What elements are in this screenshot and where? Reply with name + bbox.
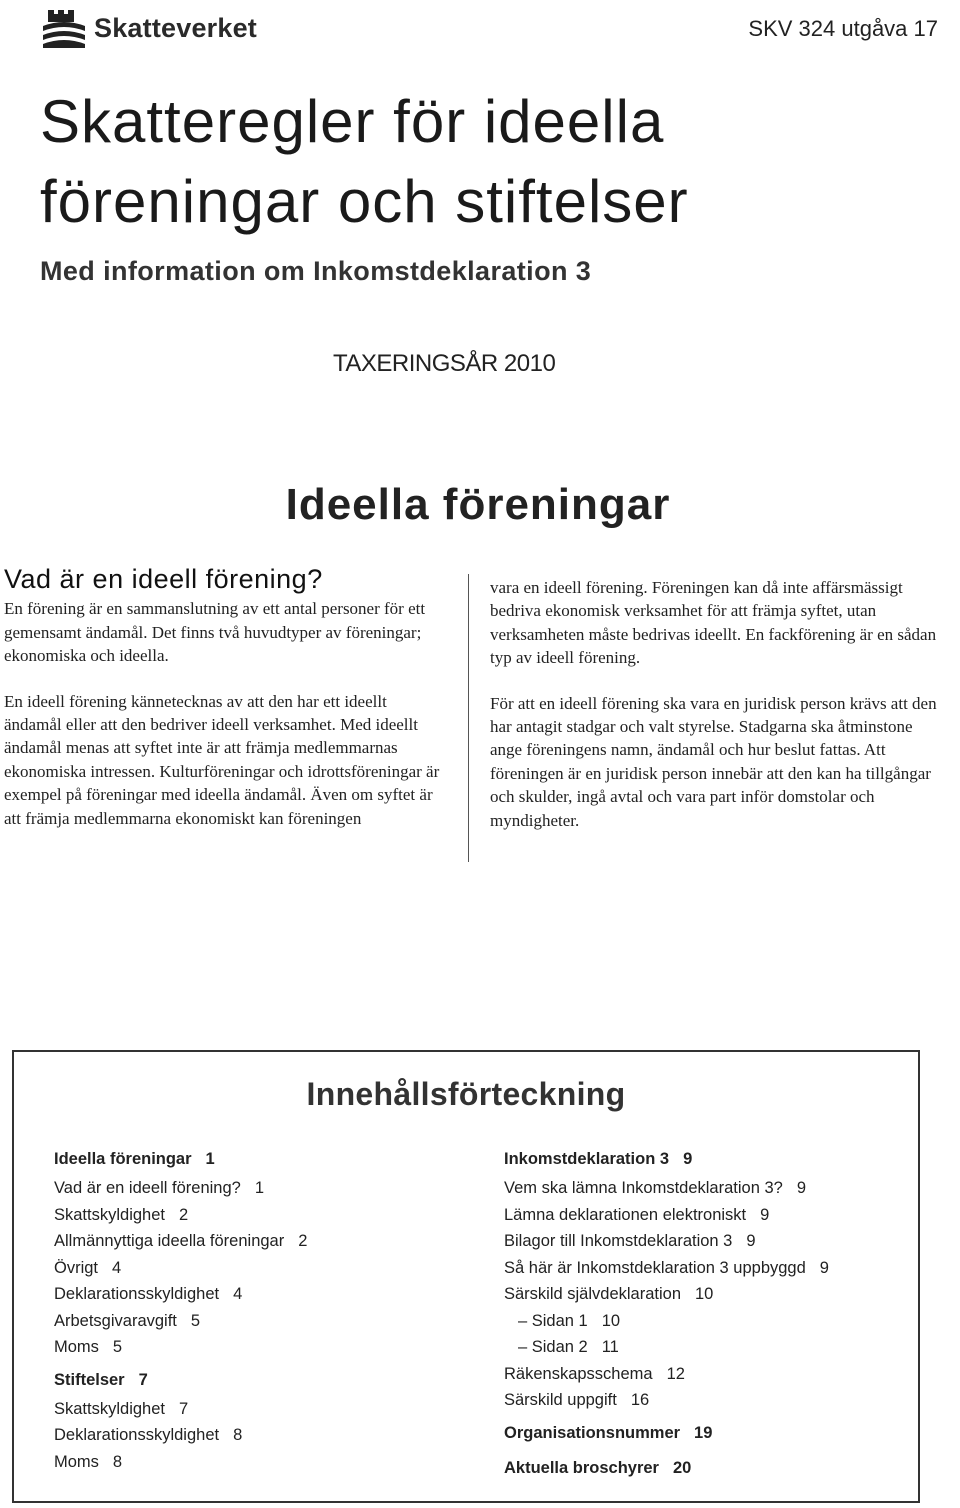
toc-entry-page: 2 xyxy=(298,1232,308,1250)
toc-entry-page: 1 xyxy=(254,1179,265,1197)
toc-entry-label: Vem ska lämna Inkomstdeklaration 3? xyxy=(504,1179,783,1197)
toc-entry-page: 4 xyxy=(112,1258,122,1277)
toc-entry-label: Räkenskapsschema xyxy=(504,1364,653,1383)
section-heading xyxy=(0,480,960,530)
toc-entry[interactable] xyxy=(54,1449,307,1476)
toc-entry-label: Organisationsnummer xyxy=(504,1423,681,1442)
toc-entry[interactable] xyxy=(504,1387,829,1414)
skatteverket-logo-icon xyxy=(40,8,88,48)
toc-entry[interactable] xyxy=(54,1422,307,1449)
toc-entry[interactable] xyxy=(504,1202,829,1229)
toc-entry-page: 5 xyxy=(190,1311,201,1330)
column-divider xyxy=(468,574,469,862)
toc-entry-page: 9 xyxy=(746,1232,756,1250)
toc-entry[interactable] xyxy=(504,1418,829,1449)
toc-entry-page: 20 xyxy=(672,1458,692,1477)
question-heading: Vad är en ideell förening? xyxy=(4,564,323,594)
toc-entry-label: Moms xyxy=(54,1452,99,1471)
toc-entry-page: 8 xyxy=(112,1452,123,1471)
brand-name: Skatteverket xyxy=(94,12,258,43)
toc-entry[interactable] xyxy=(54,1228,307,1255)
toc-entry[interactable] xyxy=(54,1365,307,1396)
toc-left-column xyxy=(54,1144,307,1475)
toc-entry[interactable] xyxy=(504,1144,829,1175)
toc-entry[interactable] xyxy=(504,1255,829,1282)
toc-entry[interactable] xyxy=(54,1144,307,1175)
toc-entry[interactable] xyxy=(54,1202,307,1229)
toc-entry[interactable] xyxy=(504,1361,829,1388)
toc-entry-label: Aktuella broschyrer xyxy=(504,1458,659,1477)
toc-entry-page: 8 xyxy=(233,1426,243,1444)
toc-entry-page: 7 xyxy=(138,1370,148,1389)
toc-entry-label: Arbetsgivaravgift xyxy=(54,1311,177,1330)
tax-year: TAXERINGSÅR 2010 xyxy=(333,350,556,377)
toc-entry[interactable] xyxy=(504,1281,829,1308)
toc-entry-label: Så här är Inkomstdeklaration 3 uppbyggd xyxy=(504,1258,806,1277)
toc-entry-label: Skattskyldighet xyxy=(54,1205,165,1224)
document-code: SKV 324 utgåva 17 xyxy=(748,16,938,41)
toc-entry[interactable] xyxy=(504,1334,829,1361)
toc-title: Innehållsförteckning xyxy=(306,1076,626,1112)
toc-entry[interactable] xyxy=(54,1396,307,1423)
toc-entry-label: Allmännyttiga ideella föreningar xyxy=(54,1232,285,1250)
toc-entry[interactable] xyxy=(504,1175,829,1202)
toc-entry-page: 1 xyxy=(205,1150,215,1168)
toc-entry[interactable] xyxy=(54,1255,307,1282)
toc-entry-page: 19 xyxy=(694,1423,713,1442)
toc-entry-page: 9 xyxy=(796,1179,806,1197)
toc-entry-page: 10 xyxy=(695,1285,714,1303)
toc-entry[interactable] xyxy=(504,1308,829,1335)
toc-entry-label: Lämna deklarationen elektroniskt xyxy=(504,1205,747,1224)
document-title-line-2: föreningar och stiftelser xyxy=(40,168,689,235)
toc-entry-page: 9 xyxy=(819,1258,829,1277)
toc-entry-page: 11 xyxy=(601,1338,619,1356)
toc-entry[interactable] xyxy=(504,1228,829,1255)
brand-logo xyxy=(40,6,257,50)
left-column xyxy=(4,564,440,830)
document-title xyxy=(40,82,689,242)
section-heading-text: Ideella föreningar xyxy=(285,480,671,529)
toc-entry-label: Särskild självdeklaration xyxy=(504,1285,681,1303)
document-title-line-1: Skatteregler för ideella xyxy=(40,88,665,155)
toc-entry-page: 9 xyxy=(683,1150,693,1168)
toc-right-column xyxy=(504,1144,829,1484)
toc-entry-label: Bilagor till Inkomstdeklaration 3 xyxy=(504,1232,733,1250)
paragraph: För att en ideell förening ska vara en juridisk person krävs att den har antagit stadgar och valt styrelse. Stadgarna ska åtminstone ange föreningens namn, ändamål och hur beslut fattas. Att föreningen är en juridisk person innebär att den kan ha tillgångar och skulder, ingå avtal och vara part inför domstolar och myndigheter. xyxy=(490,693,937,830)
paragraph: vara en ideell förening. Föreningen kan då inte affärsmässigt bedriva ekonomisk verksamhet för att främja syftet, utan verksamheten måste bedrivas ideellt. En fackförening är en sådan typ av ideell förening. xyxy=(490,578,937,668)
toc-entry-page: 10 xyxy=(601,1311,621,1330)
toc-entry-page: 5 xyxy=(112,1338,123,1356)
toc-entry-label: Stiftelser xyxy=(54,1370,125,1389)
toc-entry[interactable] xyxy=(504,1453,829,1484)
toc-entry-page: 16 xyxy=(630,1391,650,1409)
toc-entry-label: – Sidan 1 xyxy=(518,1311,588,1330)
toc-entry-label: Inkomstdeklaration 3 xyxy=(504,1150,670,1168)
toc-entry-page: 7 xyxy=(178,1399,189,1418)
paragraph: En förening är en sammanslutning av ett antal personer för ett gemensamt ändamål. Det finns två huvudtyper av föreningar; ekonomiska och ideella. xyxy=(4,599,426,666)
toc-entry[interactable] xyxy=(54,1334,307,1361)
toc-entry-label: – Sidan 2 xyxy=(518,1338,588,1356)
toc-entry[interactable] xyxy=(54,1308,307,1335)
toc-entry[interactable] xyxy=(54,1281,307,1308)
paragraph: En ideell förening kännetecknas av att den har ett ideellt ändamål eller att den bedriver ideell verksamhet. Med ideellt ändamål menas att syftet inte är att främja medlemmarnas ekonomiska intressen. Kulturföreningar och idrottsföreningar är exempel på föreningar med ideella ändamål. Även om syftet är att främja medlemmarna ekonomiskt kan föreningen xyxy=(4,691,440,828)
toc-entry[interactable] xyxy=(54,1175,307,1202)
toc-entry-label: Skattskyldighet xyxy=(54,1399,165,1418)
toc-entry-page: 12 xyxy=(666,1364,685,1383)
toc-entry-label: Vad är en ideell förening? xyxy=(54,1179,241,1197)
toc-entry-label: Deklarationsskyldighet xyxy=(54,1426,220,1444)
toc-entry-label: Övrigt xyxy=(54,1258,99,1277)
table-of-contents xyxy=(12,1050,920,1503)
toc-entry-page: 9 xyxy=(760,1205,770,1224)
toc-entry-label: Moms xyxy=(54,1338,99,1356)
toc-entry-page: 2 xyxy=(178,1205,189,1224)
right-column xyxy=(490,576,945,832)
document-subtitle: Med information om Inkomstdeklaration 3 xyxy=(40,256,592,286)
toc-entry-label: Ideella föreningar xyxy=(54,1150,192,1168)
toc-entry-label: Deklarationsskyldighet xyxy=(54,1285,220,1303)
toc-entry-label: Särskild uppgift xyxy=(504,1391,617,1409)
toc-entry-page: 4 xyxy=(233,1285,243,1303)
